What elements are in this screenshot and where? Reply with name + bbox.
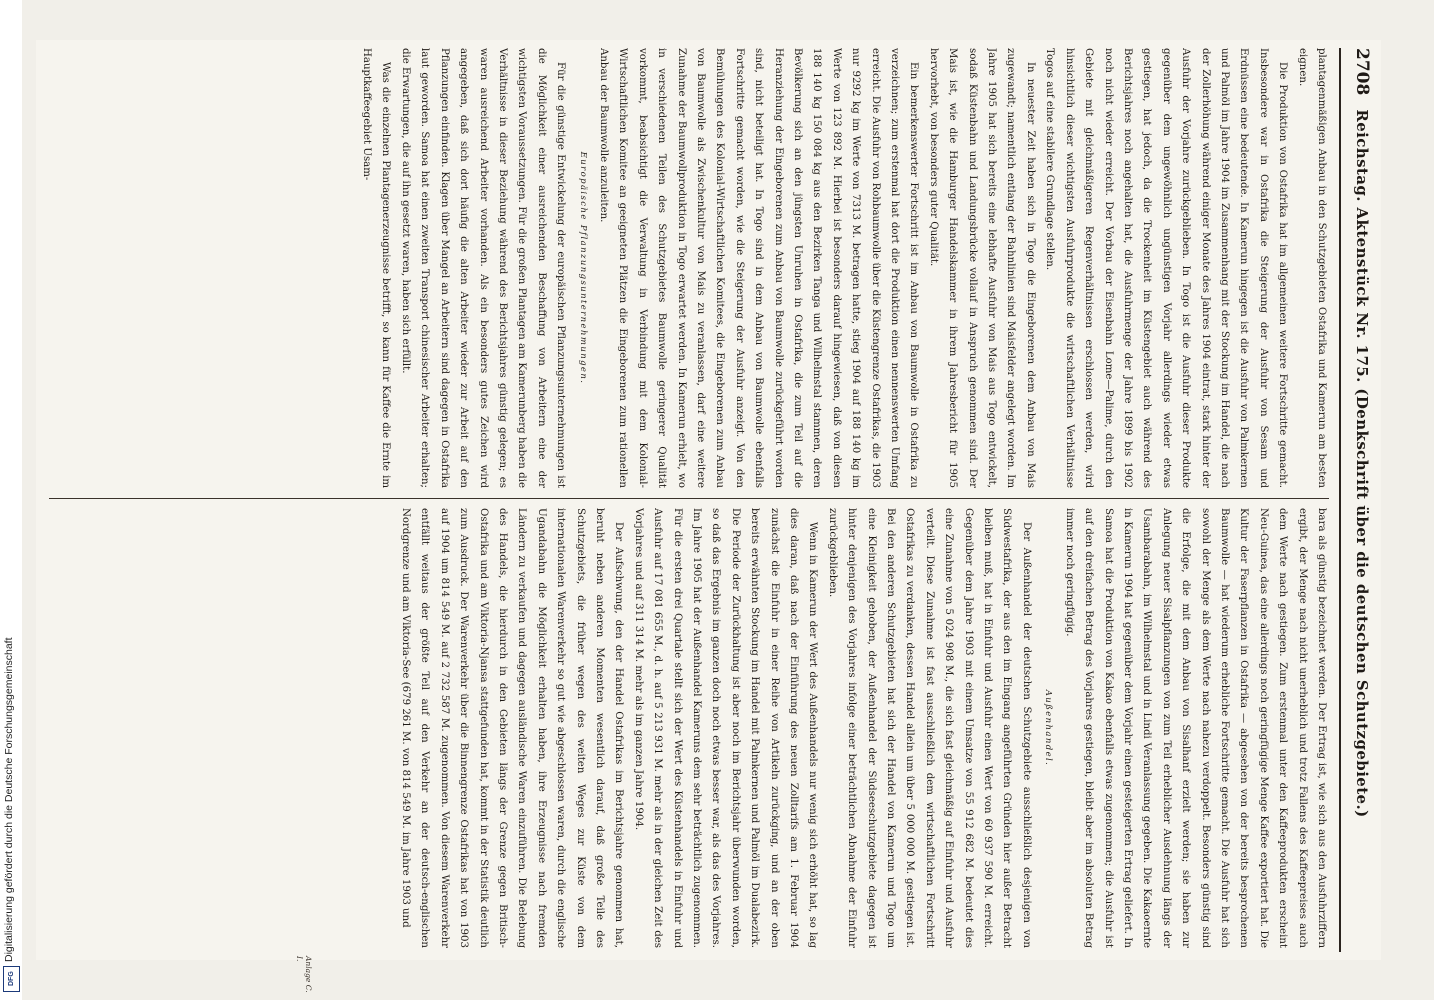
paragraph: Der Aufschwung, den der Handel Ostafrikas im Berichtsjahre genommen hat, beruht neben anderen Momenten wesentlich darauf, daß große Teile des Schutzgebiets, die früher wegen des weiten Weges zur Küste von dem internationalen Warenverkehr so gut wie abgeschlossen waren, durch die englische Ugandabahn die Möglichkeit erhalten haben, ihre Erzeugnisse nach fremden Ländern zu verkaufen und dagegen ausländische Waren einzuführen. Die Belebung des Handels, die hierdurch in den Gebieten längs der Grenze gegen Britisch-Ostafrika und am Viktoria-Njansa stattgefunden hat, kommt in der Statistik deutlich zum Ausdruck. Der Warenverkehr über die Binnengrenze Ostafrikas hat von 1903 auf 1904 um 814 549 M. auf 2 732 587 M. zugenommen. Von diesem Warenverkehr entfällt weitaus der größte Teil auf den Verkehr an der deutsch-englischen Nordgrenze und am Viktoria-See (679 261 M. von 814 549 M. im Jahre 1903 und	[399, 508, 625, 948]
section-heading: Europäische Pflanzungsunternehmungen.	[577, 151, 588, 385]
paragraph: In neuester Zeit haben sich in Togo die Eingeborenen dem Anbau von Mais zugewandt; namentlich entlang der Bahnlinien sind Maisfelder angelegt worden. Im Jahre 1905 hat sich bereits eine lebhafte Ausfuhr von Mais aus Togo entwickelt, sodaß Küstenbahn und Landungsbrücke vollauf in Anspruch genommen sind. Der Mais ist, wie die Hamburger Handelskammer in ihrem Jahresbericht für 1905 hervorhebt, von besonders guter Qualität.	[927, 48, 1036, 488]
paragraph: plantagenmäßigen Anbau in den Schutzgebieten Ostafrika und Kamerun am besten eignen.	[1296, 48, 1327, 488]
paragraph: Was die einzelnen Plantagenerzeugnisse betrifft, so kann für Kaffee die Ernte im Hauptkaffeegebiet Usam-	[361, 48, 392, 488]
page-title: Reichstag. Aktenstück Nr. 175. (Denkschrift über die deutschen Schutzgebiete.)	[1353, 109, 1371, 818]
scanned-page	[36, 40, 1381, 993]
paragraph: Die Produktion von Ostafrika hat im allgemeinen weitere Fortschritte gemacht. Insbesondere war in Ostafrika die Steigerung der Ausfuhr von Sesam und Erdnüssen eine bedeutende. In Kamerun hingegen ist die Ausfuhr von Palmkernen und Palmöl im Jahre 1904 im Zusammenhang mit der Stockung im Handel, die nach der Zollerhöhung während einiger Monate des Jahres 1904 eintrat, stark hinter der Ausfuhr der Vorjahre zurückgeblieben. In Togo ist die Ausfuhr dieser Produkte gegenüber dem ungewöhnlich ungünstigen Vorjahr allerdings wieder etwas gestiegen, hat jedoch, da die Trockenheit im Küstengebiet auch während des Berichtsjahres noch angehalten hat, die Ausfuhrmenge der Jahre 1899 bis 1902 noch nicht wieder erreicht. Der Vorbau der Eisenbahn Lome—Palime, durch den Gebiete mit gleichmäßigeren Regenverhältnissen erschlossen werden, wird hinsichtlich dieser wichtigsten Ausfuhrprodukte die wirtschaftlichen Verhältnisse Togos auf eine stabilere Grundlage stellen.	[1044, 48, 1289, 488]
paragraph: bara als günstig bezeichnet werden. Der Ertrag ist, wie sich aus den Ausfuhrziffern ergibt, der Menge nach nicht unerheblich und trotz Fallens des Kaffeepreises auch dem Werte nach gestiegen. Zum erstenmal unter den Kaffeeprodukten erscheint Neu-Guinea, das eine allerdings noch geringfügige Menge Kaffee exportiert hat. Die Kultur der Faserpflanzen in Ostafrika — abgesehen von der bereits besprochenen Baumwolle — hat wiederum erhebliche Fortschritte gemacht. Die Ausfuhr hat sich sowohl der Menge als dem Werte nach nahezu verdoppelt. Besonders günstig sind die Erfolge, die mit dem Anbau von Sisalhanf erzielt werden; sie haben zur Anlegung neuer Sisalpflanzungen von zum Teil erheblicher Ausdehnung längs der Usambarabahn, im Wilhelmstal und in Lindi Veranlassung gegeben. Die Kakaoernte in Kamerun 1904 hat gegenüber dem Vorjahr einen gesteigerten Ertrag geliefert. In Samoa hat die Produktion von Kakao ebenfalls etwas zugenommen; die Ausfuhr ist auf den dreifachen Betrag des Vorjahres gestiegen, bleibt aber im absoluten Betrag immer noch geringfügig.	[1063, 508, 1327, 948]
paragraph: Wenn in Kamerun der Wert des Außenhandels nur wenig sich erhöht hat, so lag dies daran, daß nach der Einführung des neuen Zolltarifs am 1. Februar 1904 zunächst die Einfuhr in einer Reihe von Artikeln zurückging, und an der oben bereits erwähnten Stockung im Handel mit Palmkernen und Palmöl im Dualabezirk. Die Periode der Zurückhaltung ist aber noch im Berichtsjahr überwunden worden, so daß das Ergebnis im ganzen doch noch etwas besser war, als das des Vorjahres. Im Jahre 1905 hat der Außenhandel Kameruns dem sehr beträchtlich zugenommen. Für die ersten drei Quartale stellt sich der Wert des Küstenhandels in Einfuhr und Ausfuhr auf 17 081 655 M., d. h. auf 5 213 931 M. mehr als in der gleichen Zeit des Vorjahres und auf 311 314 M. mehr als im ganzen Jahre 1904.	[632, 508, 819, 948]
section-heading: Außenhandel.	[1043, 689, 1054, 767]
left-column	[46, 48, 1331, 488]
page-header	[1347, 48, 1377, 952]
footer-text: Digitalisierung gefördert durch die Deutsche Forschungsgemeinschaft	[3, 637, 15, 962]
paragraph: Für die günstige Entwickelung der europäischen Pflanzungsunternehmungen ist die Möglichkeit einer ausreichenden Beschaffung von Arbeitern eine der wichtigsten Voraussetzungen. Für die großen Plantagen am Kamerunberg haben die Verhältnisse in dieser Beziehung während des Berichtsjahres günstig gelegen; es waren ausreichend Arbeiter vorhanden. Als ein besonders gutes Zeichen wird angegeben, daß sich dort häufig die alten Arbeiter wieder zur Arbeit auf den Pflanzungen einfinden. Klagen über Mangel an Arbeitern sind dagegen in Ostafrika laut geworden. Samoa hat einen zweiten Transport chinesischer Arbeiter erhalten; die Erwartungen, die auf ihn gesetzt waren, haben sich erfüllt.	[399, 48, 567, 488]
right-column	[46, 508, 1331, 948]
header-rule	[1339, 48, 1341, 952]
dfg-logo: DFG	[3, 966, 20, 992]
page-number: 2708	[1352, 48, 1372, 96]
column-divider	[49, 498, 1329, 499]
digitisation-footer	[0, 0, 22, 1000]
margin-note: Anlage C. I.	[295, 956, 313, 993]
paragraph: Der Außenhandel der deutschen Schutzgebiete ausschließlich desjenigen von Südwestafrika, der aus den im Eingang angeführten Gründen hier außer Betracht bleiben muß, hat in Einfuhr und Ausfuhr einen Wert von 60 937 590 M. erreicht. Gegenüber dem Jahre 1903 mit einem Umsatze von 55 912 682 M. bedeutet dies eine Zunahme von 5 024 908 M., die sich fast gleichmäßig auf Einfuhr und Ausfuhr verteilt. Diese Zunahme ist fast ausschließlich dem wirtschaftlichen Fortschritt Ostafrikas zu verdanken, dessen Handel allein um über 5 000 000 M. gestiegen ist. Bei den anderen Schutzgebieten hat sich der Handel von Kamerun und Togo um eine Kleinigkeit gehoben, der Außenhandel der Südseeschutzgebiete dagegen ist hinter denjenigen des Vorjahres infolge einer beträchtlichen Abnahme der Einfuhr zurückgeblieben.	[826, 508, 1032, 948]
paragraph: Ein bemerkenswerter Fortschritt ist im Anbau von Baumwolle in Ostafrika zu verzeichnen; zum erstenmal hat dort die Produktion einen nennenswerten Umfang erreicht. Die Ausfuhr von Rohbaumwolle über die Küstengrenze Ostafrikas, die 1903 nur 9292 kg im Werte von 7313 M. betragen hatte, stieg 1904 auf 188 140 kg im Werte von 123 892 M. Hierbei ist besonders darauf hingewiesen, daß von diesen 188 140 kg 150 084 kg aus den Bezirken Tanga und Wilhelmstal stammen, deren Bevölkerung sich an den jüngsten Unruhen in Ostafrika, die zum Teil auf die Heranziehung der Eingeborenen zum Anbau von Baumwolle zurückgeführt worden sind, nicht beteiligt hat. In Togo sind in dem Anbau von Baumwolle ebenfalls Fortschritte gemacht worden, wie die Steigerung der Ausfuhr anzeigt. Von den Bemühungen des Kolonial-Wirtschaftlichen Komitees, die Eingeborenen zum Anbau von Baumwolle als Zwischenkultur von Mais zu veranlassen, darf eine weitere Zunahme der Baumwollproduktion in Togo erwartet werden. In Kamerun erhielt, wo in verschiedenen Teilen des Schutzgebietes Baumwolle geringerer Qualität vorkommt, beabsichtigt die Verwaltung in Verbindung mit dem Kolonial-Wirtschaftlichen Komitee an geeigneten Plätzen die Eingeborenen zum rationellen Anbau der Baumwolle anzuleiten.	[597, 48, 920, 488]
